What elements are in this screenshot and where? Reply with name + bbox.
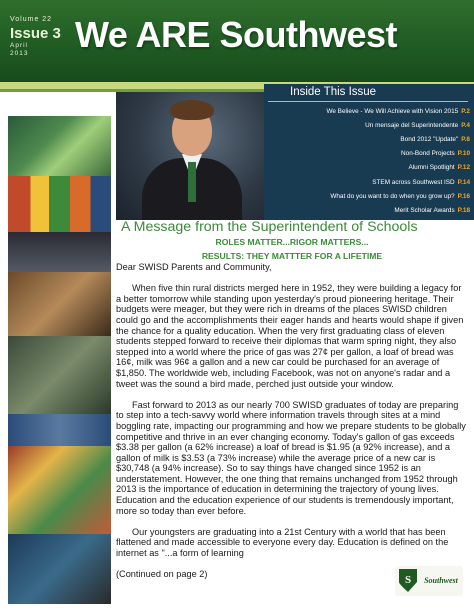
colorful-posters-photo: [8, 176, 111, 232]
superintendent-portrait: [116, 92, 264, 220]
article-subtitle-1: ROLES MATTER...RIGOR MATTERS...: [215, 237, 369, 247]
toc-page-ref: P.14: [457, 178, 470, 186]
elementary-class-photo: [8, 446, 111, 534]
logo-wordmark: Southwest: [424, 576, 458, 585]
date-year: 2013: [10, 50, 29, 57]
toc-item-label: Alumni Spotlight: [408, 164, 455, 172]
toc-item-label: Un mensaje del Superintendente: [365, 121, 459, 129]
article-subtitle-2: RESULTS: THEY MATTTER FOR A LIFETIME: [201, 251, 383, 261]
toc-item[interactable]: [264, 203, 470, 217]
toc-page-ref: P.2: [461, 107, 470, 115]
district-logo: [395, 566, 463, 596]
portrait-tie: [188, 162, 196, 202]
paragraph: When five thin rural districts merged here in 1952, they were building a legacy for a better tomorrow while standing upon yesterday's proud pioneering heritage. Their budgets were meager, but they were rich in dreams of the places SWISD children could go and the accomplishments their eager hands and hearts would shape if given the chance for a quality education. When the very first graduating class of eleven students stepped forward to receive their diplomas that warm spring night, they also stepped into a world where the price of gas was 27¢ per gallon, a loaf of bread was 16¢, milk was 96¢ a gallon and a new car could be purchased for an average of $1,850. The worldwide web, including Facebook, was not on anyone's radar and a tweet was the sound a bird made, perched just outside your window.: [116, 283, 464, 389]
toc-item[interactable]: [264, 104, 470, 118]
classroom-photo: [8, 414, 111, 446]
toc-item[interactable]: [264, 175, 470, 189]
toc-item[interactable]: [264, 161, 470, 175]
toc-page-ref: P.18: [457, 206, 470, 214]
toc-page-ref: P.12: [457, 164, 470, 172]
toc-item-label: We Believe - We Will Achieve with Vision 2015: [326, 107, 459, 115]
toc-item-label: Bond 2012 "Update": [400, 135, 459, 143]
volume-label: Volume 22: [10, 16, 53, 23]
masthead: [0, 0, 474, 82]
inside-this-issue-box: [264, 84, 474, 220]
toc-item[interactable]: [264, 189, 470, 203]
issue-info: [10, 16, 61, 58]
computer-lab-photo: [8, 232, 111, 272]
sw-shield-icon: [395, 566, 463, 596]
toc-page-ref: P.4: [461, 121, 470, 129]
article-title: A Message from the Superintendent of Schools: [121, 219, 418, 235]
article-body: [116, 262, 468, 590]
issue-label: Issue 3: [10, 25, 61, 42]
girl-scouts-photo: [8, 116, 111, 176]
newsletter-title: We ARE Southwest: [75, 14, 398, 55]
table-of-contents: [264, 104, 470, 218]
toc-item[interactable]: [264, 118, 470, 132]
toc-page-ref: P.16: [457, 192, 470, 200]
portrait-hair: [170, 100, 214, 120]
photo-collage: [8, 116, 111, 604]
toc-item-label: Non-Bond Projects: [401, 150, 455, 158]
toc-item[interactable]: [264, 132, 470, 146]
students-building-photo: [8, 272, 111, 336]
date-month: April: [10, 42, 29, 49]
paragraph: Our youngsters are graduating into a 21st Century with a world that has been flattened and made accessible to everyone every day. Education is defined on the internet as "...a form of learning: [116, 526, 449, 559]
inside-this-issue-heading: Inside This Issue: [268, 86, 468, 102]
toc-item-label: Merit Scholar Awards: [394, 206, 455, 214]
students-laptop-photo: [8, 534, 111, 604]
toc-item-label: STEM across Southwest ISD: [372, 178, 455, 186]
salutation: Dear SWISD Parents and Community,: [116, 262, 272, 272]
svg-text:S: S: [404, 574, 412, 586]
toc-page-ref: P.8: [461, 135, 470, 143]
toc-item-label: What do you want to do when you grow up?: [330, 192, 455, 200]
toc-item[interactable]: [264, 147, 470, 161]
paragraph: Fast forward to 2013 as our nearly 700 SWISD graduates of today are preparing to step into a tech-savvy world where information travels through sites at a mind boggling rate, impacting our programming and how we prepare students to be globally competitive and thrive in an ever changing economy. Today's gallon of gas exceeds $3.38 per gallon (a 62% increase) a loaf of bread is $1.95 (a 92% increase), and a gallon of milk is $3.53 (a 73% increase) while the average price of a new car is $30,748 (a 94% increase). So to say things have changed since 1952 is an understatement. However, the one thing that remains unchanged from 1952 through 2013 is the importance of education in determining the trajectory of young lives. Education and the education experience of our students is tremendously important, more so today than ever before.: [116, 399, 466, 516]
toc-page-ref: P.10: [457, 150, 470, 158]
continued-note[interactable]: (Continued on page 2): [116, 569, 208, 580]
students-group-photo: [8, 336, 111, 414]
